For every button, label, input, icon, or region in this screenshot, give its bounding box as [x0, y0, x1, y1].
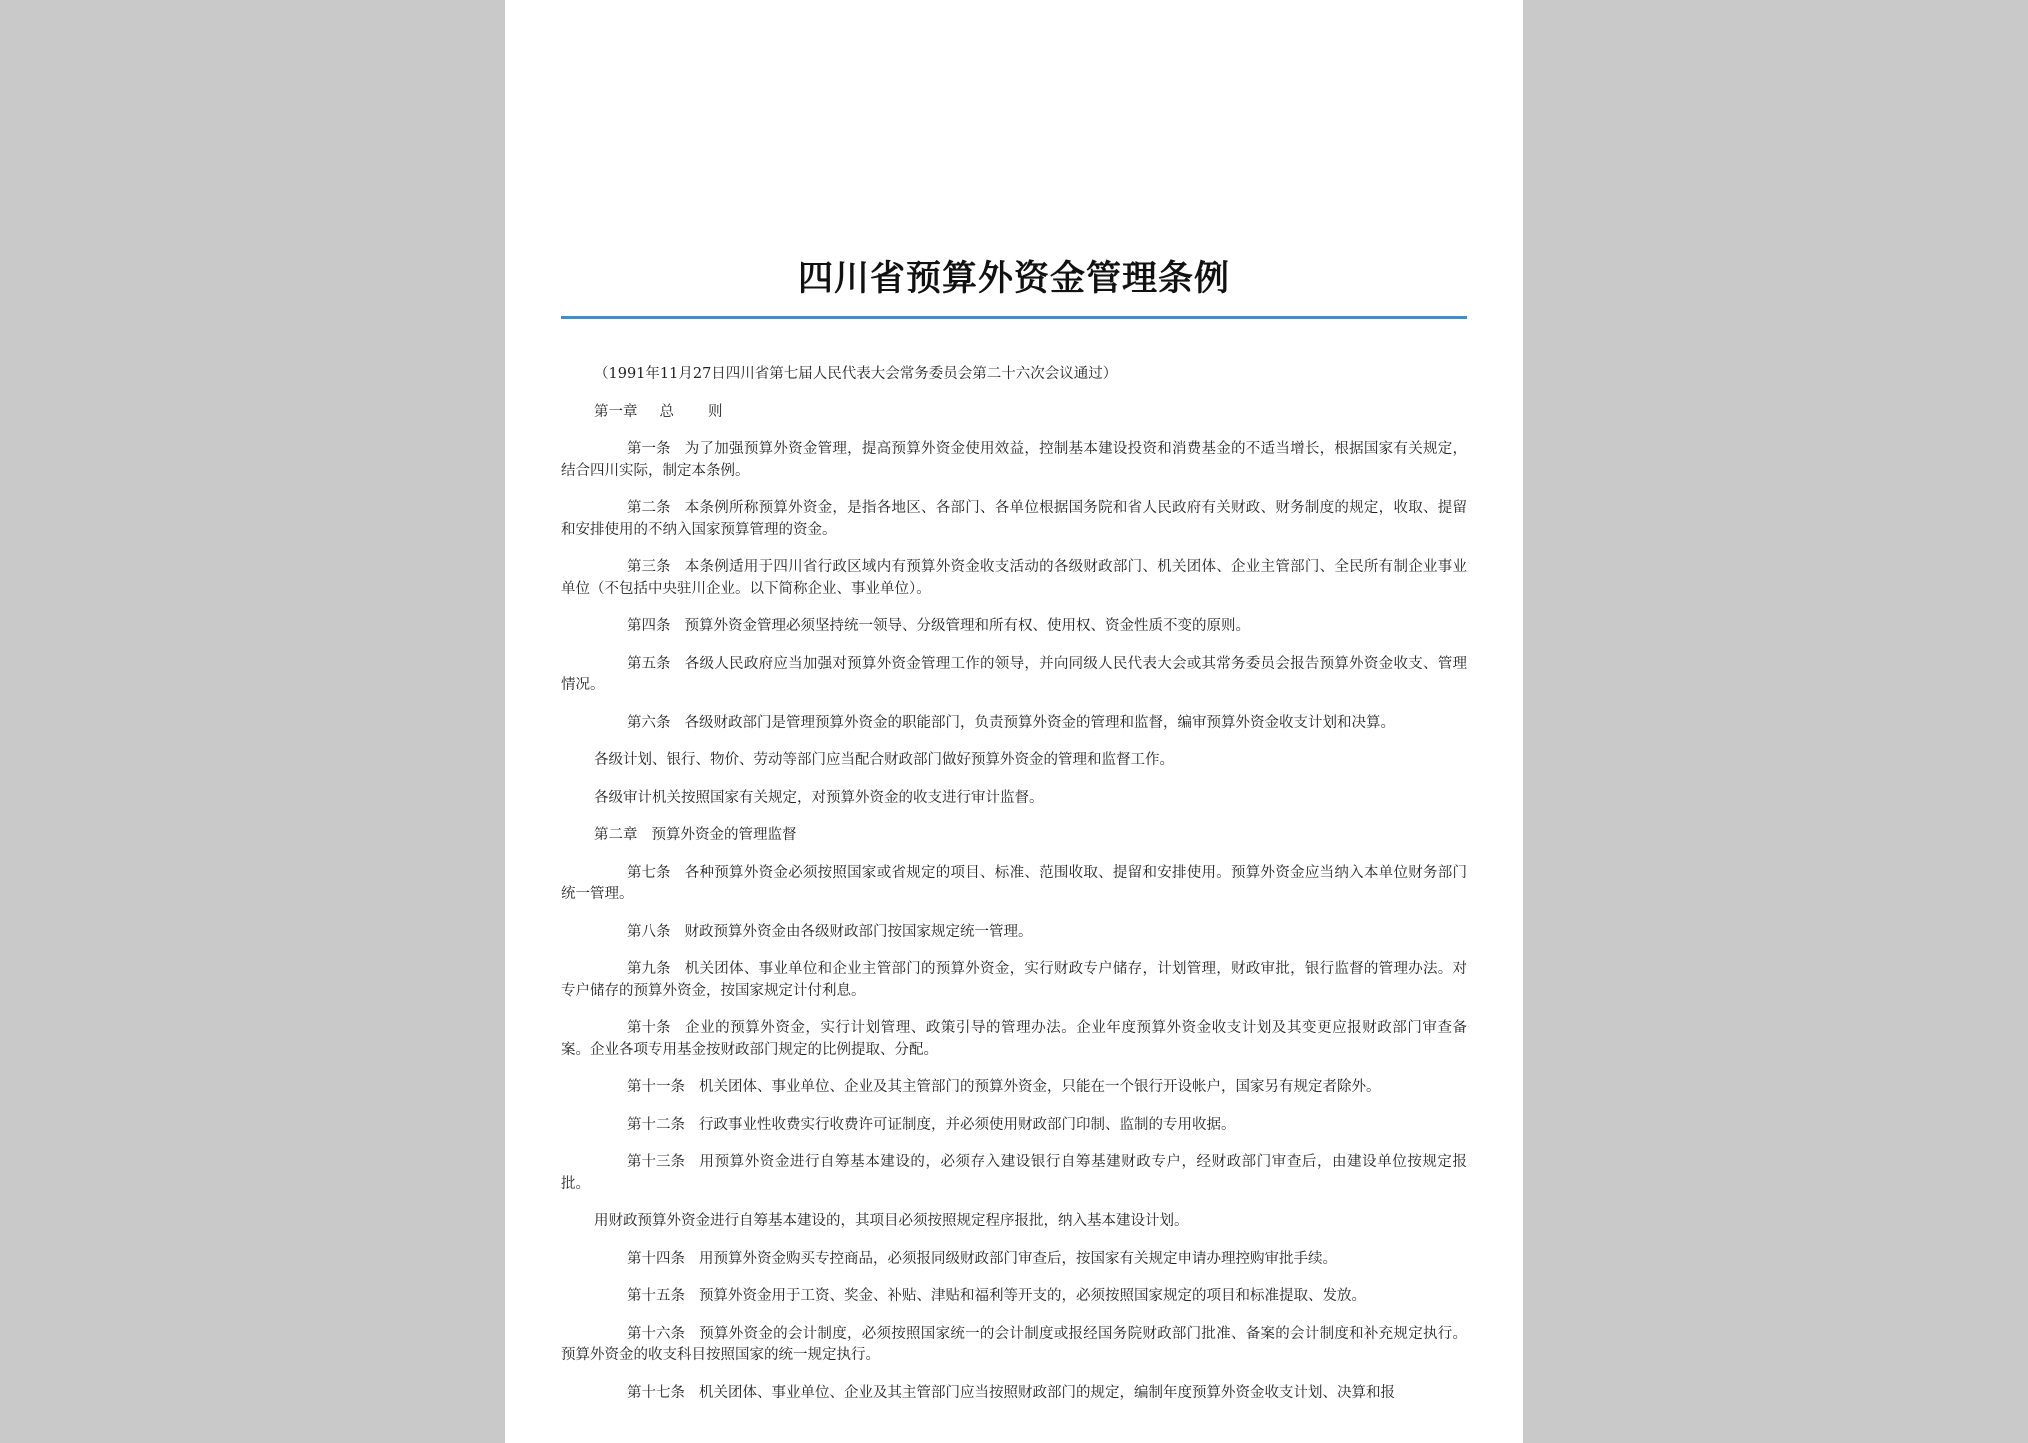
- article-text: 本条例所称预算外资金，是指各地区、各部门、各单位根据国务院和省人民政府有关财政、财务制度的规定，收取、提留和安排使用的不纳入国家预算管理的资金。: [561, 500, 1467, 538]
- article-label: 第一条: [627, 441, 671, 457]
- article-text: 企业的预算外资金，实行计划管理、政策引导的管理办法。企业年度预算外资金收支计划及其变更应报财政部门审查备案。企业各项专用基金按财政部门规定的比例提取、分配。: [561, 1020, 1467, 1058]
- article: [561, 616, 1467, 638]
- article-text: 机关团体、事业单位和企业主管部门的预算外资金，实行财政专户储存，计划管理，财政审批，银行监督的管理办法。对专户储存的预算外资金，按国家规定计付利息。: [561, 961, 1467, 999]
- paragraph: 各级计划、银行、物价、劳动等部门应当配合财政部门做好预算外资金的管理和监督工作。: [594, 752, 1174, 768]
- article: [561, 498, 1467, 541]
- article: [561, 557, 1467, 600]
- paragraph: 各级审计机关按照国家有关规定，对预算外资金的收支进行审计监督。: [594, 789, 1044, 806]
- article-label: 第十五条: [627, 1288, 685, 1304]
- article-text: 本条例适用于四川省行政区域内有预算外资金收支活动的各级财政部门、机关团体、企业主管部门、全民所有制企业事业单位（不包括中央驻川企业。以下简称企业、事业单位）。: [561, 559, 1467, 597]
- article: [561, 959, 1467, 1002]
- article-text: 各级财政部门是管理预算外资金的职能部门，负责预算外资金的管理和监督，编审预算外资金收支计划和决算。: [684, 714, 1395, 731]
- article: [561, 1383, 1467, 1405]
- chapter-title: 预算外资金的管理监督: [651, 827, 797, 843]
- article-text: 机关团体、事业单位、企业及其主管部门应当按照财政部门的规定，编制年度预算外资金收支计划、决算和报: [699, 1384, 1395, 1401]
- article: [561, 654, 1467, 697]
- article-label: 第二条: [627, 500, 671, 516]
- article: [561, 1152, 1467, 1195]
- document-page: [505, 0, 1523, 1443]
- article-label: 第四条: [627, 618, 671, 634]
- paragraph: 用财政预算外资金进行自筹基本建设的，其项目必须按照规定程序报批，纳入基本建设计划。: [594, 1213, 1189, 1229]
- chapter-title-b: 则: [708, 403, 723, 420]
- article-label: 第十六条: [627, 1325, 685, 1342]
- article-label: 第十二条: [627, 1116, 685, 1133]
- article-label: 第十三条: [627, 1154, 685, 1170]
- article-label: 第十条: [627, 1020, 671, 1036]
- article-text: 预算外资金用于工资、奖金、补贴、津贴和福利等开支的，必须按照国家规定的项目和标准提取、发放。: [699, 1288, 1366, 1304]
- chapter-title-a: 总: [659, 403, 674, 420]
- article-label: 第十四条: [627, 1250, 685, 1267]
- article-label: 第六条: [627, 714, 671, 731]
- article: [561, 1324, 1467, 1367]
- article-text: 财政预算外资金由各级财政部门按国家规定统一管理。: [684, 923, 1033, 940]
- article: [561, 713, 1467, 735]
- article: [561, 863, 1467, 906]
- article-text: 预算外资金管理必须坚持统一领导、分级管理和所有权、使用权、资金性质不变的原则。: [684, 618, 1250, 634]
- article-label: 第十七条: [627, 1384, 685, 1401]
- article: [561, 922, 1467, 944]
- article-text: 用预算外资金购买专控商品，必须报同级财政部门审查后，按国家有关规定申请办理控购审批手续。: [699, 1250, 1337, 1267]
- article-text: 用预算外资金进行自筹基本建设的，必须存入建设银行自筹基建财政专户，经财政部门审查后，由建设单位按规定报批。: [561, 1154, 1467, 1192]
- article-text: 各级人民政府应当加强对预算外资金管理工作的领导，并向同级人民代表大会或其常务委员会报告预算外资金收支、管理情况。: [561, 655, 1467, 693]
- article-label: 第八条: [627, 923, 671, 940]
- article-label: 第十一条: [627, 1079, 685, 1095]
- article-text: 机关团体、事业单位、企业及其主管部门的预算外资金，只能在一个银行开设帐户，国家另有规定者除外。: [699, 1079, 1381, 1095]
- article-label: 第三条: [627, 559, 671, 575]
- article: [561, 1286, 1467, 1308]
- document-body: [561, 364, 1467, 1420]
- article-text: 为了加强预算外资金管理，提高预算外资金使用效益，控制基本建设投资和消费基金的不适当增长，根据国家有关规定，结合四川实际，制定本条例。: [561, 441, 1467, 479]
- article-label: 第五条: [627, 655, 671, 672]
- chapter-heading: [561, 402, 1467, 424]
- article-text: 预算外资金的会计制度，必须按照国家统一的会计制度或报经国务院财政部门批准、备案的会计制度和补充规定执行。预算外资金的收支科目按照国家的统一规定执行。: [561, 1325, 1467, 1363]
- article: [561, 1249, 1467, 1271]
- article-label: 第九条: [627, 961, 671, 977]
- article-text: 行政事业性收费实行收费许可证制度，并必须使用财政部门印制、监制的专用收据。: [699, 1116, 1236, 1133]
- article-label: 第七条: [627, 864, 671, 881]
- document-title: 四川省预算外资金管理条例: [797, 258, 1230, 299]
- article: [561, 439, 1467, 482]
- title-divider: [561, 316, 1467, 319]
- chapter-label: 第二章: [594, 827, 638, 843]
- chapter-label: 第一章: [594, 403, 638, 420]
- article: [561, 1115, 1467, 1137]
- chapter-heading: [561, 825, 1467, 847]
- article: [561, 1018, 1467, 1061]
- source-note: （1991年11月27日四川省第七届人民代表大会常务委员会第二十六次会议通过）: [594, 366, 1118, 382]
- article-text: 各种预算外资金必须按照国家或省规定的项目、标准、范围收取、提留和安排使用。预算外资金应当纳入本单位财务部门统一管理。: [561, 864, 1467, 902]
- article: [561, 1077, 1467, 1099]
